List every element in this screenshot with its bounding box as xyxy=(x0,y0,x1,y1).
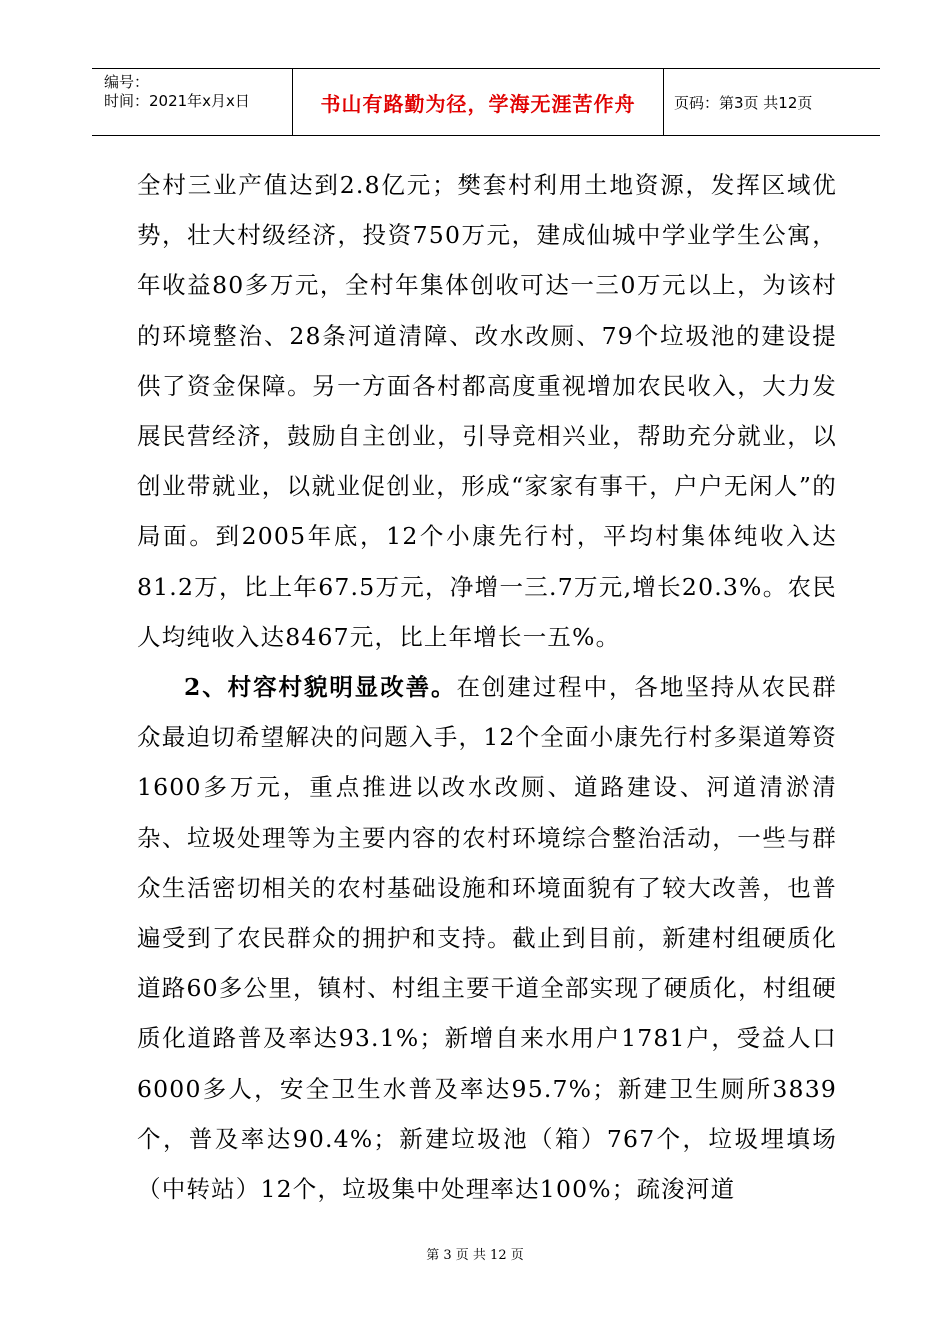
page-footer: 第 3 页 共 12 页 xyxy=(426,1248,524,1263)
time-label: 时间：2021年x月x日 xyxy=(104,92,250,110)
paragraph-2 xyxy=(137,662,837,1214)
header-motto: 书山有路勤为径，学海无涯苦作舟 xyxy=(292,69,664,135)
header-page-info: 页码：第3页 共12页 xyxy=(674,93,813,112)
document-header xyxy=(92,68,880,136)
paragraph-2-heading: 2、村容村貌明显改善。 xyxy=(184,673,457,702)
document-body xyxy=(137,160,837,1214)
header-meta xyxy=(92,69,292,135)
number-label: 编号： xyxy=(104,73,150,91)
paragraph-2-text: 在创建过程中，各地坚持从农民群众最迫切希望解决的问题入手，12个全面小康先行村多渠道筹资1600多万元，重点推进以改水改厕、道路建设、河道清淤清杂、垃圾处理等为主要内容的农村环境综合整治活动，一些与群众生活密切相关的农村基础设施和环境面貌有了较大改善，也普遍受到了农民群众的拥护和支持。截止到目前，新建村组硬质化道路60多公里，镇村、村组主要干道全部实现了硬质化，村组硬质化道路普及率达93.1%；新增自来水用户1781户，受益人口6000多人，安全卫生水普及率达95.7%；新建卫生厕所3839个，普及率达90.4%；新建垃圾池（箱）767个，垃圾埋填场（中转站）12个，垃圾集中处理率达100%；疏浚河道 xyxy=(137,673,837,1204)
paragraph-1: 全村三业产值达到2.8亿元；樊套村利用土地资源，发挥区域优势，壮大村级经济，投资750万元，建成仙城中学业学生公寓，年收益80多万元，全村年集体创收可达一三0万元以上，为该村的环境整治、28条河道清障、改水改厕、79个垃圾池的建设提供了资金保障。另一方面各村都高度重视增加农民收入，大力发展民营经济，鼓励自主创业，引导竞相兴业，帮助充分就业，以创业带就业，以就业促创业，形成“家家有事干，户户无闲人”的局面。到2005年底，12个小康先行村，平均村集体纯收入达81.2万，比上年67.5万元，净增一三.7万元,增长20.3%。农民人均纯收入达8467元，比上年增长一五%。 xyxy=(137,171,837,651)
